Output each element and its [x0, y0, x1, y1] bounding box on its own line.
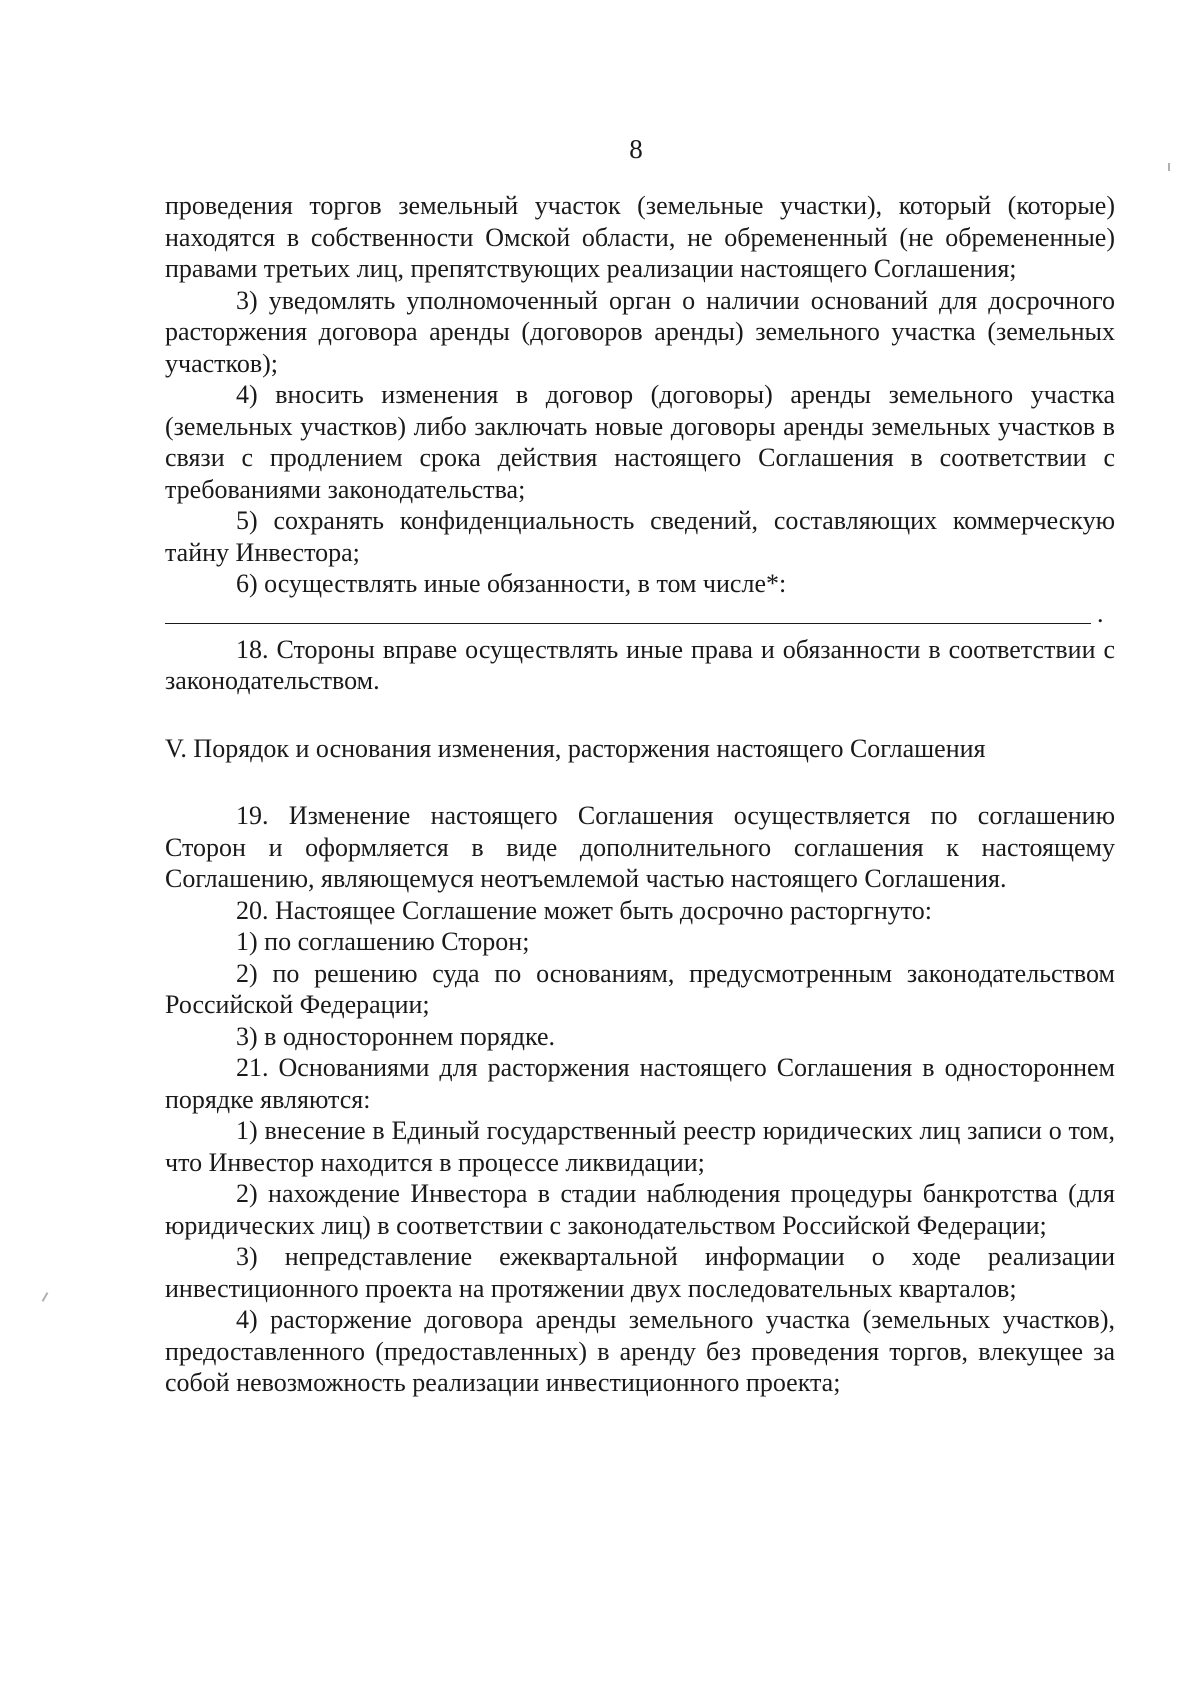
scan-speck-left	[42, 1292, 49, 1302]
paragraph-intro-continuation: проведения торгов земельный участок (земельные участки), который (которые) находятся в собственности Омской области, не обремененный (не обремененные) правами третьих лиц, препятствующих реализации настоящего Соглашения;	[165, 191, 1115, 283]
list-item-obligation-5: 5) сохранять конфиденциальность сведений, составляющих коммерческую тайну Инвестора;	[165, 506, 1115, 567]
clause-21-item-4: 4) расторжение договора аренды земельного участка (земельных участков), предоставленного (предоставленных) в аренду без проведения торгов, влекущее за собой невозможность реализации инвестиционного проекта;	[165, 1305, 1115, 1397]
page-number: 8	[629, 134, 643, 164]
clause-20-item-3: 3) в одностороннем порядке.	[236, 1021, 555, 1051]
blank-fill-line	[165, 600, 1115, 634]
list-item-obligation-4: 4) вносить изменения в договор (договоры) аренды земельного участка (земельных участков) либо заключать новые договоры аренды земельных участков в связи с продлением срока действия настоящего Соглашения в соответствии с требованиями законодательства;	[165, 380, 1115, 504]
clause-21-item-3: 3) непредставление ежеквартальной информации о ходе реализации инвестиционного проекта на протяжении двух последовательных кварталов;	[165, 1242, 1115, 1303]
clause-20-item-2: 2) по решению суда по основаниям, предусмотренным законодательством Российской Федерации;	[165, 958, 1115, 1019]
clause-21-item-2: 2) нахождение Инвестора в стадии наблюдения процедуры банкротства (для юридических лиц) в соответствии с законодательством Российской Федерации;	[165, 1179, 1115, 1240]
list-item-obligation-6: 6) осуществлять иные обязанности, в том числе*:	[236, 569, 787, 598]
section-heading-v: V. Порядок и основания изменения, расторжения настоящего Соглашения	[165, 733, 986, 763]
clause-19: 19. Изменение настоящего Соглашения осуществляется по соглашению Сторон и оформляется в виде дополнительного соглашения к настоящему Соглашению, являющемуся неотъемлемой частью настоящего Соглашения.	[165, 801, 1115, 893]
blank-line-period: .	[1097, 598, 1104, 628]
list-item-obligation-3: 3) уведомлять уполномоченный орган о наличии оснований для досрочного расторжения договора аренды (договоров аренды) земельного участка (земельных участков);	[165, 285, 1115, 378]
clause-20: 20. Настоящее Соглашение может быть досрочно расторгнуто:	[236, 895, 932, 925]
clause-18: 18. Стороны вправе осуществлять иные права и обязанности в соответствии с законодательством.	[165, 634, 1115, 695]
clause-20-item-1: 1) по соглашению Сторон;	[236, 927, 530, 956]
scan-speck-right	[1168, 163, 1170, 171]
clause-21: 21. Основаниями для расторжения настоящего Соглашения в одностороннем порядке являются:	[165, 1053, 1115, 1114]
document-body	[165, 190, 1115, 1399]
clause-21-item-1: 1) внесение в Единый государственный реестр юридических лиц записи о том, что Инвестор находится в процессе ликвидации;	[165, 1116, 1115, 1177]
underline-rule	[165, 623, 1091, 624]
